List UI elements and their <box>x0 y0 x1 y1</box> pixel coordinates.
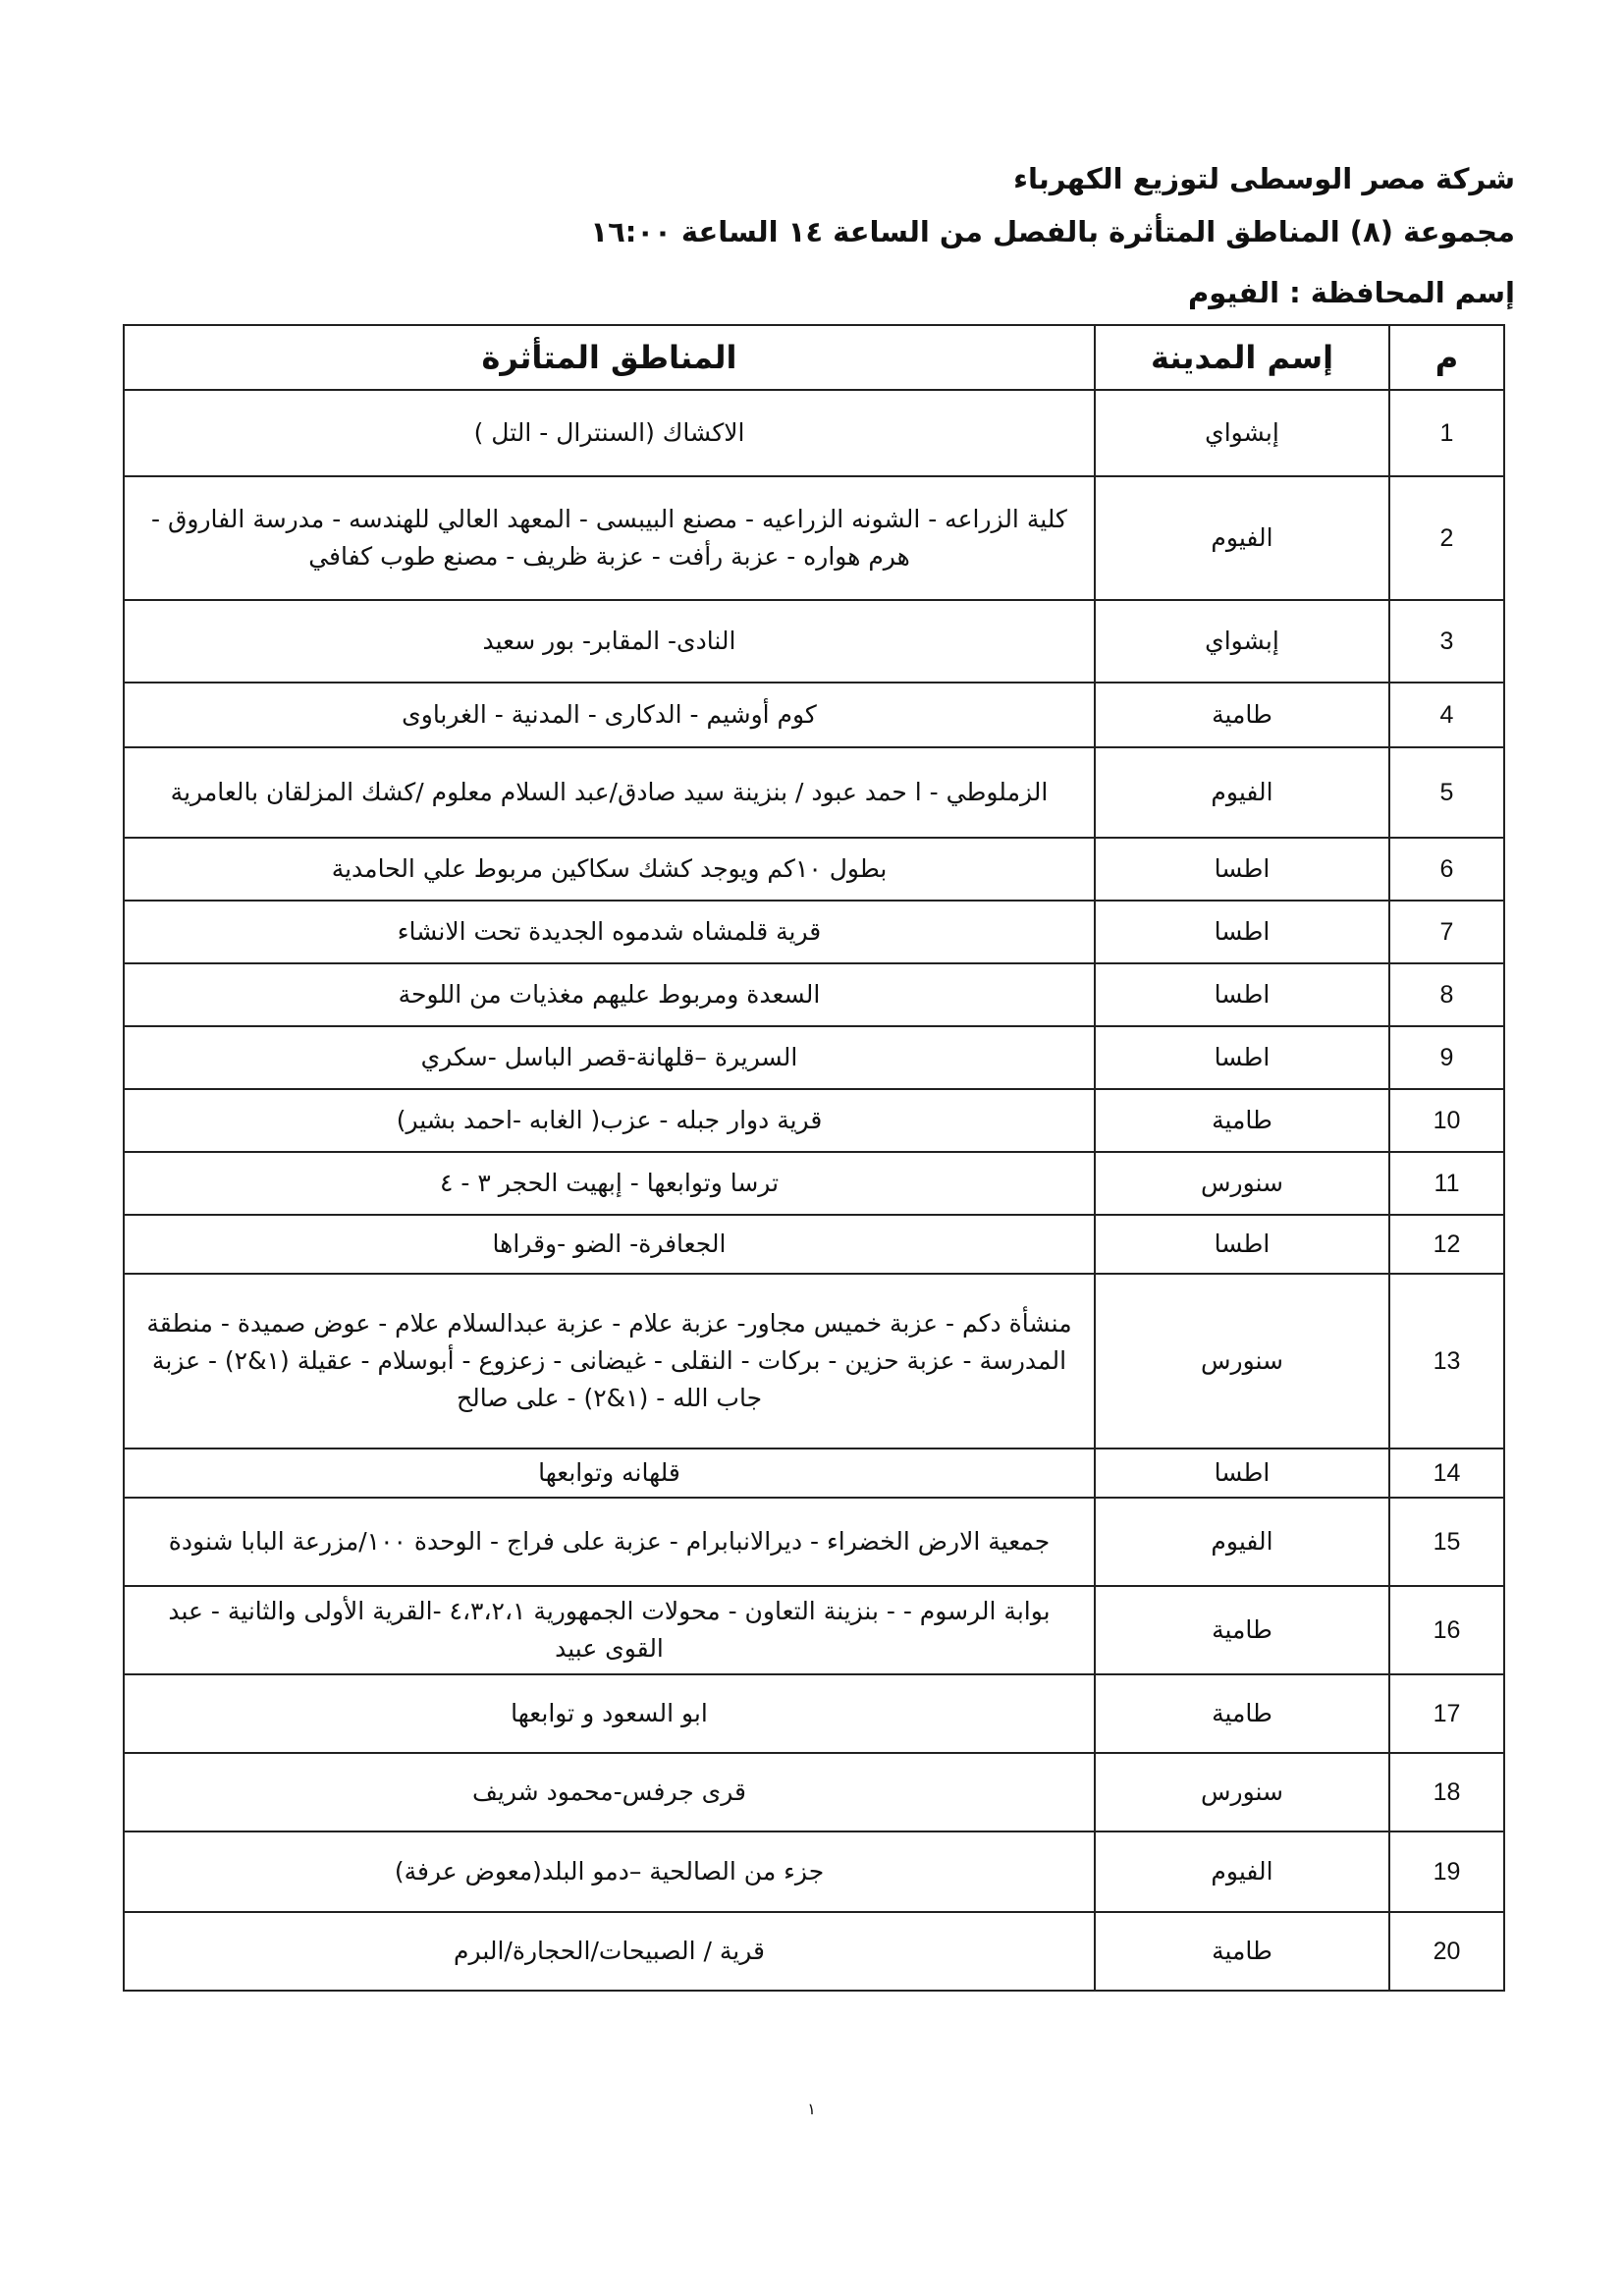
table-row <box>124 1912 1504 1991</box>
row-city: طامية <box>1095 1586 1389 1674</box>
row-number: 6 <box>1389 838 1504 901</box>
row-areas: السعدة ومربوط عليهم مغذيات من اللوحة <box>124 963 1095 1026</box>
table-row <box>124 1274 1504 1449</box>
row-areas: كلية الزراعه - الشونه الزراعيه - مصنع البيبسى - المعهد العالي للهندسه - مدرسة الفاروق - هرم هواره - عزبة رأفت - عزبة ظريف - مصنع طوب كفافي <box>124 476 1095 600</box>
table-row <box>124 1674 1504 1753</box>
row-number: 10 <box>1389 1089 1504 1152</box>
row-number: 17 <box>1389 1674 1504 1753</box>
row-areas: قلهانه وتوابعها <box>124 1449 1095 1498</box>
table-row <box>124 1449 1504 1498</box>
row-city: الفيوم <box>1095 476 1389 600</box>
row-city: اطسا <box>1095 963 1389 1026</box>
row-number: 11 <box>1389 1152 1504 1215</box>
table-row <box>124 1215 1504 1274</box>
row-city: طامية <box>1095 1912 1389 1991</box>
row-areas: كوم أوشيم - الدكارى - المدنية - الغرباوى <box>124 683 1095 747</box>
table-row <box>124 1152 1504 1215</box>
table-row <box>124 390 1504 476</box>
table-row <box>124 1026 1504 1089</box>
header-city: إسم المدينة <box>1095 325 1389 390</box>
header-areas: المناطق المتأثرة <box>124 325 1095 390</box>
row-areas: النادى- المقابر- بور سعيد <box>124 600 1095 683</box>
table-row <box>124 1498 1504 1586</box>
table-row <box>124 600 1504 683</box>
row-number: 5 <box>1389 747 1504 838</box>
table-row <box>124 747 1504 838</box>
row-areas: الجعافرة- الضو -وقراها <box>124 1215 1095 1274</box>
row-areas: ترسا وتوابعها - إبهيت الحجر ٣ - ٤ <box>124 1152 1095 1215</box>
company-name: شركة مصر الوسطى لتوزيع الكهرباء <box>1013 162 1515 195</box>
row-city: سنورس <box>1095 1274 1389 1449</box>
row-city: الفيوم <box>1095 1831 1389 1912</box>
document-header <box>108 157 1515 314</box>
header-number: م <box>1389 325 1504 390</box>
row-city: الفيوم <box>1095 1498 1389 1586</box>
row-areas: الاكشاك (السنترال - التل ) <box>124 390 1095 476</box>
table-row <box>124 1831 1504 1912</box>
row-city: سنورس <box>1095 1152 1389 1215</box>
governorate-label: إسم المحافظة : الفيوم <box>1188 276 1515 309</box>
table-row <box>124 1753 1504 1831</box>
table-row <box>124 1089 1504 1152</box>
row-number: 20 <box>1389 1912 1504 1991</box>
affected-areas-table <box>123 324 1505 1992</box>
table-row <box>124 963 1504 1026</box>
row-number: 16 <box>1389 1586 1504 1674</box>
group-title: مجموعة (٨) المناطق المتأثرة بالفصل من الساعة ١٤ الساعة ١٦:٠٠ <box>590 215 1515 248</box>
row-city: سنورس <box>1095 1753 1389 1831</box>
row-areas: جزء من الصالحية –دمو البلد(معوض عرفة) <box>124 1831 1095 1912</box>
row-areas: السريرة –قلهانة-قصر الباسل -سكري <box>124 1026 1095 1089</box>
row-areas: ابو السعود و توابعها <box>124 1674 1095 1753</box>
row-city: إبشواي <box>1095 600 1389 683</box>
row-number: 4 <box>1389 683 1504 747</box>
row-number: 13 <box>1389 1274 1504 1449</box>
row-areas: بطول ١٠كم ويوجد كشك سكاكين مربوط علي الحامدية <box>124 838 1095 901</box>
table-row <box>124 838 1504 901</box>
row-number: 1 <box>1389 390 1504 476</box>
row-areas: بوابة الرسوم - - بنزينة التعاون - محولات الجمهورية ٤،٣،٢،١ -القرية الأولى والثانية - عبد القوى عبيد <box>124 1586 1095 1674</box>
row-number: 15 <box>1389 1498 1504 1586</box>
row-number: 14 <box>1389 1449 1504 1498</box>
row-city: اطسا <box>1095 838 1389 901</box>
row-city: الفيوم <box>1095 747 1389 838</box>
table-row <box>124 901 1504 963</box>
row-number: 19 <box>1389 1831 1504 1912</box>
row-number: 12 <box>1389 1215 1504 1274</box>
row-city: اطسا <box>1095 1215 1389 1274</box>
row-city: إبشواي <box>1095 390 1389 476</box>
page-number: ١ <box>807 2100 816 2118</box>
row-number: 7 <box>1389 901 1504 963</box>
table-row <box>124 476 1504 600</box>
table-row <box>124 683 1504 747</box>
row-number: 18 <box>1389 1753 1504 1831</box>
row-city: طامية <box>1095 683 1389 747</box>
row-number: 9 <box>1389 1026 1504 1089</box>
row-areas: منشأة دكم - عزبة خميس مجاور- عزبة علام - عزبة عبدالسلام علام - عوض صميدة - منطقة المدرسة - عزبة حزين - بركات - النقلى - غيضانى - زعزوع - أبوسلام - عقيلة (١&٢) - عزبة جاب الله - (١&٢) - على صالح <box>124 1274 1095 1449</box>
row-number: 8 <box>1389 963 1504 1026</box>
table-row <box>124 1586 1504 1674</box>
row-city: طامية <box>1095 1089 1389 1152</box>
row-city: طامية <box>1095 1674 1389 1753</box>
row-number: 2 <box>1389 476 1504 600</box>
row-areas: قرية / الصبيحات/الحجارة/البرم <box>124 1912 1095 1991</box>
row-city: اطسا <box>1095 1449 1389 1498</box>
row-areas: جمعية الارض الخضراء - ديرالانبابرام - عزبة على فراج - الوحدة ١٠٠/مزرعة البابا شنودة <box>124 1498 1095 1586</box>
row-areas: قرية قلمشاه شدموه الجديدة تحت الانشاء <box>124 901 1095 963</box>
row-areas: قرية دوار جبله - عزب( الغابه -احمد بشير) <box>124 1089 1095 1152</box>
row-number: 3 <box>1389 600 1504 683</box>
table-header-row <box>124 325 1504 390</box>
row-city: اطسا <box>1095 1026 1389 1089</box>
row-city: اطسا <box>1095 901 1389 963</box>
row-areas: الزملوطي - ا حمد عبود / بنزينة سيد صادق/عبد السلام معلوم /كشك المزلقان بالعامرية <box>124 747 1095 838</box>
row-areas: قرى جرفس-محمود شريف <box>124 1753 1095 1831</box>
